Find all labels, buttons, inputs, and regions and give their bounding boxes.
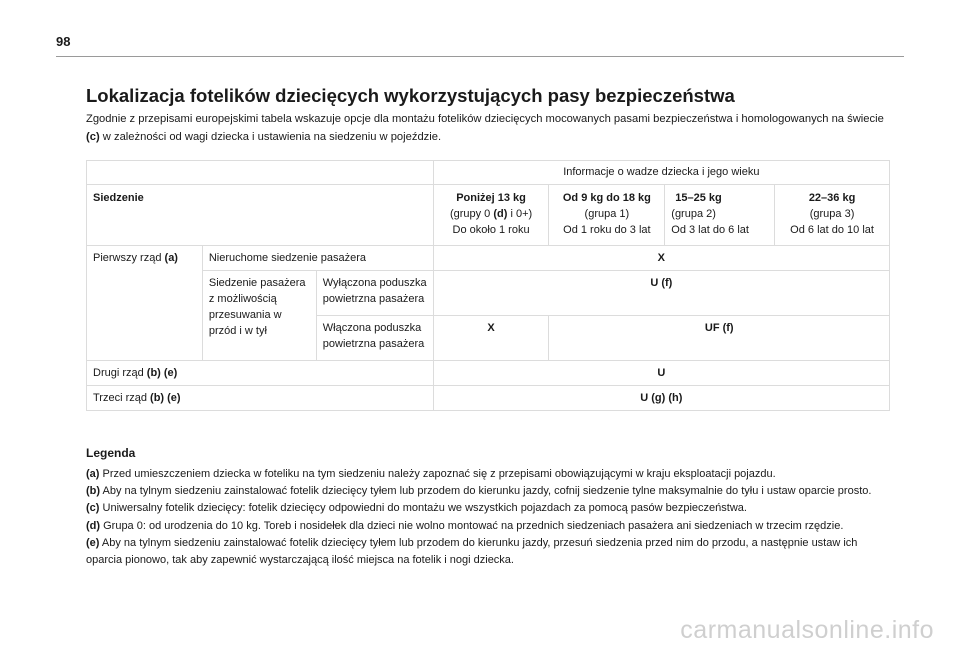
cell-value: X bbox=[433, 246, 889, 271]
group-column-header bbox=[775, 185, 890, 246]
table-row bbox=[87, 161, 890, 185]
legend-key: (c) bbox=[86, 502, 100, 515]
row-label-fixed-seat: Nieruchome siedzenie pasażera bbox=[202, 246, 433, 271]
table-row bbox=[87, 271, 890, 316]
legend-item bbox=[86, 518, 896, 535]
group-age: Od 6 lat do 10 lat bbox=[790, 224, 874, 236]
legend-key: (a) bbox=[86, 468, 100, 480]
header-rule bbox=[56, 56, 904, 57]
child-seat-table bbox=[86, 160, 890, 411]
legend-text: Aby na tylnym siedzeniu zainstalować fotelik dziecięcy tyłem lub przodem do kierunku jazdy, przesuń siedzenia przed nim do przodu, a następnie ustaw ich oparcia pionowo, tak aby zapewnić wystarczającą ilość miejsca na fotelik i nogi dziecka. bbox=[86, 536, 858, 567]
group-column-header bbox=[665, 185, 775, 246]
group-age: Do około 1 roku bbox=[452, 224, 530, 236]
table-row bbox=[87, 361, 890, 386]
legend-text: Uniwersalny fotelik dziecięcy: fotelik dziecięcy odpowiedni do montażu we wszystkich pojazdach za pomocą pasów bezpieczeństwa. bbox=[99, 502, 747, 515]
legend-key: (b) bbox=[86, 485, 101, 498]
group-age: Od 1 roku do 3 lat bbox=[563, 224, 651, 236]
row-label-airbag-off: Wyłączona poduszka powietrzna pasażera bbox=[316, 271, 433, 316]
group-age: Od 3 lat do 6 lat bbox=[671, 224, 749, 236]
group-weight: Od 9 kg do 18 kg bbox=[562, 192, 651, 204]
table-row bbox=[87, 386, 890, 411]
seat-header: Siedzenie bbox=[87, 185, 434, 246]
group-weight: 22–36 kg bbox=[808, 192, 856, 204]
cell-value: UF (f) bbox=[549, 316, 890, 361]
row-label-third-row: Trzeci rząd (b) (e) bbox=[87, 386, 434, 411]
legend-list bbox=[86, 466, 896, 569]
legend-key: (e) bbox=[86, 536, 100, 549]
info-header: Informacje o wadze dziecka i jego wieku bbox=[433, 161, 889, 185]
row-label-first-row: Pierwszy rząd (a) bbox=[87, 246, 203, 361]
legend-item bbox=[86, 535, 896, 569]
legend-text: Przed umieszczeniem dziecka w foteliku na tym siedzeniu należy zapoznać się z przepisami obowiązującymi w kraju eksploatacji pojazdu. bbox=[99, 468, 776, 480]
row-label-second-row: Drugi rząd (b) (e) bbox=[87, 361, 434, 386]
page-number: 98 bbox=[56, 34, 71, 49]
intro-text-before: Zgodnie z przepisami europejskimi tabela wskazuje opcje dla montażu fotelików dziecięcych mocowanych pasami bezpieczeństwa i homologowanych na świecie bbox=[86, 113, 884, 125]
table-empty-header-cell bbox=[87, 161, 434, 185]
cell-value: U (g) (h) bbox=[433, 386, 889, 411]
cell-value: U (f) bbox=[433, 271, 889, 316]
table-row bbox=[87, 185, 890, 246]
row-label-airbag-on: Włączona poduszka powietrzna pasażera bbox=[316, 316, 433, 361]
cell-value: U bbox=[433, 361, 889, 386]
cell-value: X bbox=[433, 316, 549, 361]
group-label: (grupa 2) bbox=[671, 208, 716, 220]
legend-key: (d) bbox=[86, 519, 101, 532]
group-label: (grupa 1) bbox=[584, 208, 630, 220]
group-weight: Poniżej 13 kg bbox=[456, 192, 526, 204]
page-title: Lokalizacja fotelików dziecięcych wykorzystujących pasy bezpieczeństwa bbox=[86, 85, 735, 106]
intro-paragraph bbox=[86, 110, 896, 146]
legend-item bbox=[86, 466, 896, 483]
group-label: (grupy 0 (d) i 0+) bbox=[449, 208, 533, 220]
group-weight: 15–25 kg bbox=[675, 192, 722, 204]
intro-text-after: w zależności od wagi dziecka i ustawienia na siedzeniu w pojeździe. bbox=[99, 131, 442, 143]
legend-item bbox=[86, 483, 896, 500]
group-column-header bbox=[549, 185, 665, 246]
group-column-header bbox=[433, 185, 549, 246]
watermark: carmanualsonline.info bbox=[680, 616, 934, 644]
legend-text: Grupa 0: od urodzenia do 10 kg. Toreb i nosidełek dla dzieci nie wolno montować na przednich siedzeniach pasażera ani siedzeniach w trzecim rzędzie. bbox=[100, 519, 844, 532]
row-label-movable-seat: Siedzenie pasażera z możliwością przesuwania w przód i w tył bbox=[202, 271, 316, 361]
intro-ref: (c) bbox=[86, 131, 100, 143]
legend-text: Aby na tylnym siedzeniu zainstalować fotelik dziecięcy tyłem lub przodem do kierunku jazdy, cofnij siedzenie tylne maksymalnie do tyłu i ustaw oparcie prosto. bbox=[100, 485, 872, 498]
group-label: (grupa 3) bbox=[809, 208, 855, 220]
table-row bbox=[87, 246, 890, 271]
legend-item bbox=[86, 500, 896, 517]
legend-title: Legenda bbox=[86, 446, 136, 460]
